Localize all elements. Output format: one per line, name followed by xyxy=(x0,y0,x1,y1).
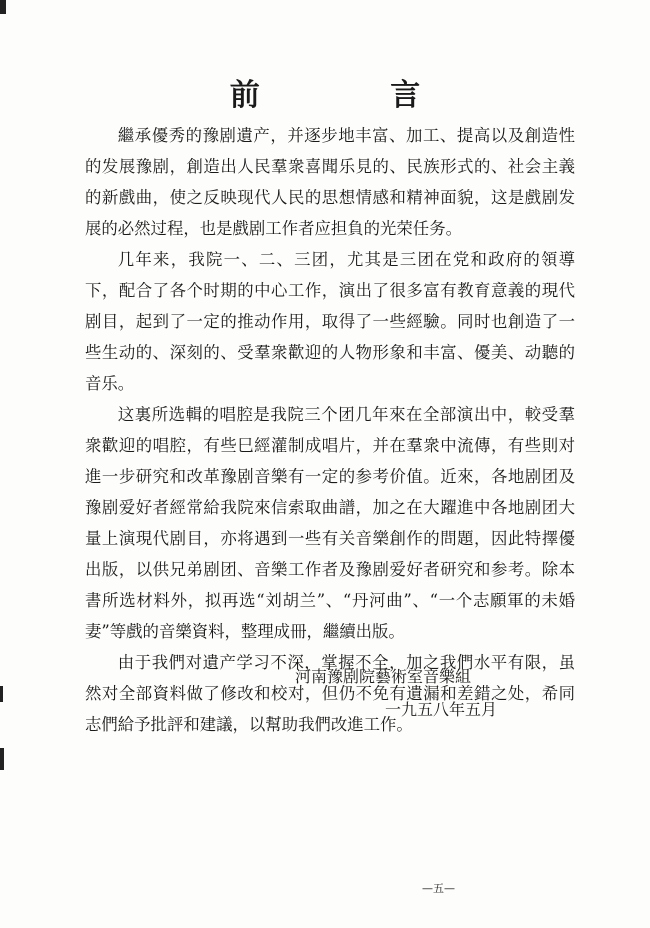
paragraph-2: 几年来，我院一、二、三团，尤其是三团在党和政府的領導下，配合了各个时期的中心工作，演出了很多富有教育意義的現代剧目，起到了一定的推动作用，取得了一些經驗。同时也創造了一些生动的、深刻的、受羣衆歡迎的人物形象和丰富、優美、动聽的音乐。 xyxy=(85,250,575,393)
body-text xyxy=(85,120,575,740)
paragraph-4: 由于我們对遺产学习不深，掌握不全，加之我們水平有限，虽然对全部資料做了修改和校对，但仍不免有遺漏和差錯之处，希同志們給予批評和建議，以幫助我們改進工作。 xyxy=(85,653,575,734)
page-title: 前 言 xyxy=(229,78,481,113)
page-number: —五— xyxy=(422,882,455,895)
scan-edge-mark xyxy=(0,686,3,702)
paragraph-3: 这裏所选輯的唱腔是我院三个团几年來在全部演出中，較受羣衆歡迎的唱腔，有些巳經灌制成唱片，并在羣衆中流傳，有些則对進一步研究和改革豫剧音樂有一定的参考价值。近來，各地剧团及豫剧爱好者經常給我院來信索取曲譜，加之在大躍進中各地剧团大量上演現代剧目，亦将遇到一些有关音樂創作的問題，因此特擇優出版，以供兄弟剧团、音樂工作者及豫剧爱好者研究和参考。除本書所选材料外，拟再选“刘胡兰”、“丹河曲”、“一个志願軍的未婚妻”等戲的音樂資料，整理成冊，繼續出版。 xyxy=(85,405,575,641)
signature-date: 一九五八年五月 xyxy=(385,700,498,719)
paragraph-1: 繼承優秀的豫剧遺产，并逐步地丰富、加工、提高以及創造性的发展豫剧，創造出人民羣衆喜聞乐見的、民族形式的、社会主義的新戲曲，使之反映现代人民的思想情感和精神面貌，这是戲剧发展的必然过程，也是戲剧工作者应担負的光荣任务。 xyxy=(85,126,575,238)
signature-organization: 河南豫剧院藝術室音樂組 xyxy=(295,667,472,686)
scan-edge-mark xyxy=(0,0,6,14)
scan-edge-mark xyxy=(0,748,4,770)
